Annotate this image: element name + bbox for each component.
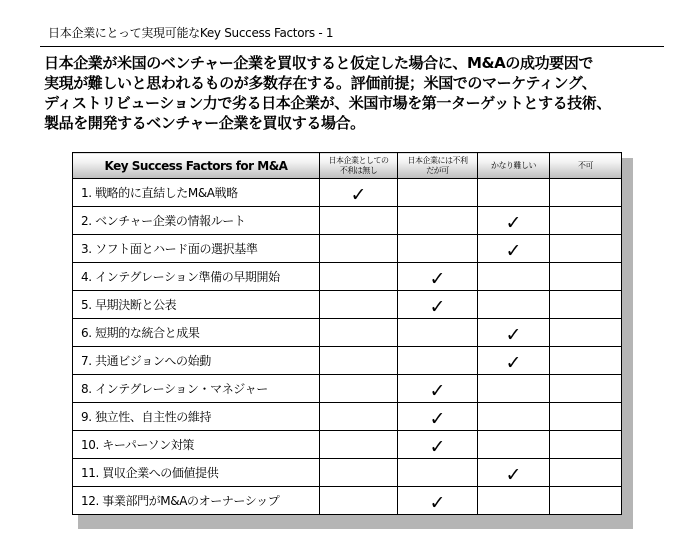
- rating-cell: [398, 207, 478, 235]
- premise-text: [44, 53, 684, 133]
- header-ksf-label: Key Success Factors for M&A: [104, 158, 288, 173]
- rating-cell: [550, 375, 622, 403]
- checkmark-icon: ✓: [429, 436, 446, 458]
- header-disadvantaged-but-possible: [398, 153, 478, 179]
- ksf-item-label: 2. ベンチャー企業の情報ルート: [73, 207, 320, 235]
- header-impossible: [550, 153, 622, 179]
- rating-cell: [550, 431, 622, 459]
- slide-title: 日本企業にとって実現可能なKey Success Factors - 1: [48, 26, 334, 40]
- checkmark-icon: ✓: [429, 380, 446, 402]
- rating-cell: [550, 179, 622, 207]
- table-row: [73, 431, 622, 459]
- header-quite-difficult: [478, 153, 550, 179]
- rating-cell: [478, 431, 550, 459]
- title-divider: [40, 46, 664, 47]
- rating-cell: [550, 319, 622, 347]
- checkmark-icon: ✓: [505, 240, 522, 262]
- rating-cell: [478, 319, 550, 347]
- ksf-item-label: 8. インテグレーション・マネジャー: [73, 375, 320, 403]
- rating-cell: [478, 179, 550, 207]
- rating-cell: [320, 291, 398, 319]
- rating-cell: [320, 319, 398, 347]
- table-row: [73, 459, 622, 487]
- checkmark-icon: ✓: [505, 352, 522, 374]
- premise-line: ディストリビューション力で劣る日本企業が、米国市場を第一ターゲットとする技術、: [44, 94, 612, 112]
- rating-cell: [320, 487, 398, 515]
- ksf-item-label: 5. 早期決断と公表: [73, 291, 320, 319]
- header-ksf: [73, 153, 320, 179]
- ksf-table: [72, 152, 622, 515]
- rating-cell: [320, 263, 398, 291]
- checkmark-icon: ✓: [429, 268, 446, 290]
- rating-cell: [320, 179, 398, 207]
- rating-cell: [398, 291, 478, 319]
- checkmark-icon: ✓: [505, 212, 522, 234]
- rating-cell: [550, 487, 622, 515]
- ksf-item-label: 3. ソフト面とハード面の選択基準: [73, 235, 320, 263]
- rating-cell: [550, 291, 622, 319]
- header-row: [73, 153, 622, 179]
- table-row: [73, 347, 622, 375]
- rating-cell: [478, 375, 550, 403]
- header-line: 日本企業としての: [328, 155, 389, 165]
- rating-cell: [550, 347, 622, 375]
- rating-cell: [478, 207, 550, 235]
- rating-cell: [398, 263, 478, 291]
- checkmark-icon: ✓: [505, 464, 522, 486]
- rating-cell: [398, 319, 478, 347]
- rating-cell: [398, 179, 478, 207]
- rating-cell: [550, 459, 622, 487]
- rating-cell: [478, 291, 550, 319]
- rating-cell: [320, 375, 398, 403]
- rating-cell: [478, 459, 550, 487]
- checkmark-icon: ✓: [429, 296, 446, 318]
- table-row: [73, 263, 622, 291]
- rating-cell: [550, 235, 622, 263]
- premise-line: 実現が難しいと思われるものが多数存在する。評価前提；米国でのマーケティング、: [44, 74, 597, 92]
- rating-cell: [398, 431, 478, 459]
- rating-cell: [478, 263, 550, 291]
- header-line: 日本企業には不利: [407, 155, 468, 165]
- premise-line: 日本企業が米国のベンチャー企業を買収すると仮定した場合に、M&Aの成功要因で: [44, 54, 593, 72]
- ksf-item-label: 9. 独立性、自主性の維持: [73, 403, 320, 431]
- rating-cell: [478, 347, 550, 375]
- rating-cell: [478, 403, 550, 431]
- rating-cell: [550, 263, 622, 291]
- table-row: [73, 403, 622, 431]
- rating-cell: [320, 347, 398, 375]
- header-line: かなり難しい: [491, 160, 536, 170]
- table-row: [73, 487, 622, 515]
- checkmark-icon: ✓: [350, 184, 367, 206]
- rating-cell: [550, 403, 622, 431]
- header-line: 不可: [578, 160, 593, 170]
- checkmark-icon: ✓: [429, 492, 446, 514]
- header-line: 不利は無し: [339, 165, 378, 175]
- rating-cell: [478, 235, 550, 263]
- rating-cell: [550, 207, 622, 235]
- ksf-item-label: 4. インテグレーション準備の早期開始: [73, 263, 320, 291]
- rating-cell: [320, 431, 398, 459]
- ksf-item-label: 1. 戦略的に直結したM&A戦略: [73, 179, 320, 207]
- rating-cell: [398, 403, 478, 431]
- rating-cell: [478, 487, 550, 515]
- table-row: [73, 375, 622, 403]
- table-row: [73, 291, 622, 319]
- rating-cell: [398, 347, 478, 375]
- rating-cell: [320, 403, 398, 431]
- rating-cell: [320, 207, 398, 235]
- rating-cell: [398, 487, 478, 515]
- ksf-item-label: 12. 事業部門がM&Aのオーナーシップ: [73, 487, 320, 515]
- table-body: [73, 179, 622, 515]
- rating-cell: [320, 459, 398, 487]
- premise-line: 製品を開発するベンチャー企業を買収する場合。: [44, 114, 365, 132]
- checkmark-icon: ✓: [505, 324, 522, 346]
- table-row: [73, 235, 622, 263]
- ksf-item-label: 6. 短期的な統合と成果: [73, 319, 320, 347]
- rating-cell: [320, 235, 398, 263]
- rating-cell: [398, 375, 478, 403]
- rating-cell: [398, 235, 478, 263]
- header-line: だが可: [426, 165, 449, 175]
- rating-cell: [398, 459, 478, 487]
- ksf-item-label: 10. キーパーソン対策: [73, 431, 320, 459]
- ksf-item-label: 7. 共通ビジョンへの始動: [73, 347, 320, 375]
- ksf-item-label: 11. 買収企業への価値提供: [73, 459, 320, 487]
- table-row: [73, 207, 622, 235]
- table-row: [73, 179, 622, 207]
- header-no-disadvantage: [320, 153, 398, 179]
- checkmark-icon: ✓: [429, 408, 446, 430]
- table-row: [73, 319, 622, 347]
